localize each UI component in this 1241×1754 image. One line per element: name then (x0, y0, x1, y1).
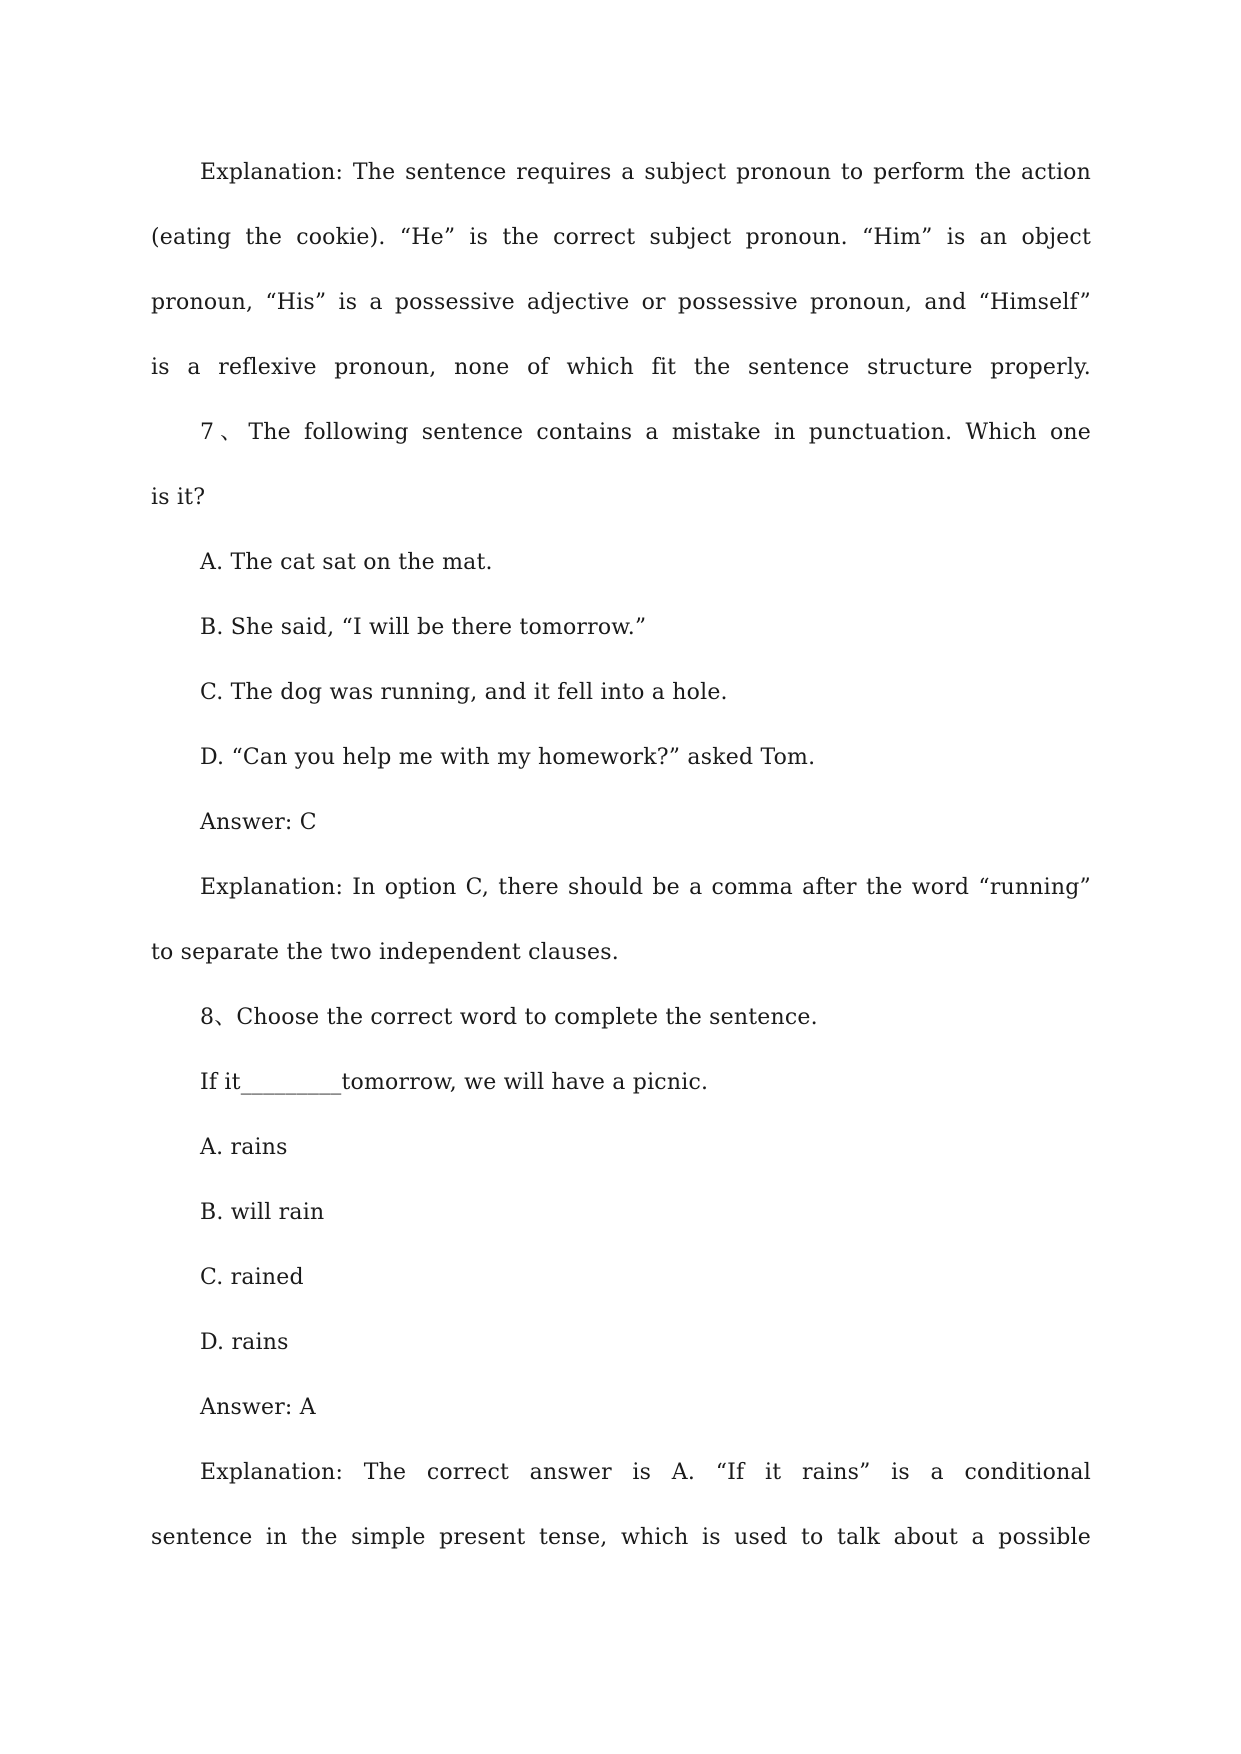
explanation-8-line-1: Explanation: The correct answer is A. “If it rains” is a conditional (200, 1460, 1091, 1485)
question-8-line-1: 8、Choose the correct word to complete the sentence. (200, 1005, 818, 1030)
question-7-option-c: C. The dog was running, and it fell into a hole. (200, 680, 728, 705)
question-7-option-a: A. The cat sat on the mat. (200, 550, 493, 575)
question-8-option-a: A. rains (200, 1135, 288, 1160)
question-8-sentence: If it_________tomorrow, we will have a picnic. (200, 1070, 709, 1095)
explanation-6-line-1: Explanation: The sentence requires a subject pronoun to perform the action (200, 160, 1091, 185)
document-body (151, 140, 1091, 1570)
question-7-option-b: B. She said, “I will be there tomorrow.” (200, 615, 647, 640)
question-7-option-d: D. “Can you help me with my homework?” asked Tom. (200, 745, 816, 770)
question-7-line-1: 7、The following sentence contains a mistake in punctuation. Which one (200, 420, 1091, 445)
explanation-6-line-2: (eating the cookie). “He” is the correct subject pronoun. “Him” is an object (151, 225, 1091, 250)
question-8-option-b: B. will rain (200, 1200, 325, 1225)
explanation-6-line-4: is a reflexive pronoun, none of which fit the sentence structure properly. (151, 355, 1091, 380)
question-8-option-d: D. rains (200, 1330, 289, 1355)
question-8-option-c: C. rained (200, 1265, 304, 1290)
explanation-7-line-1: Explanation: In option C, there should be a comma after the word “running” (200, 875, 1091, 900)
question-8-answer: Answer: A (200, 1395, 316, 1420)
explanation-7-line-2: to separate the two independent clauses. (151, 940, 619, 965)
question-7-line-2: is it? (151, 485, 206, 510)
explanation-8-line-2: sentence in the simple present tense, which is used to talk about a possible (151, 1525, 1091, 1550)
question-7-answer: Answer: C (200, 810, 317, 835)
explanation-6-line-3: pronoun, “His” is a possessive adjective or possessive pronoun, and “Himself” (151, 290, 1091, 315)
